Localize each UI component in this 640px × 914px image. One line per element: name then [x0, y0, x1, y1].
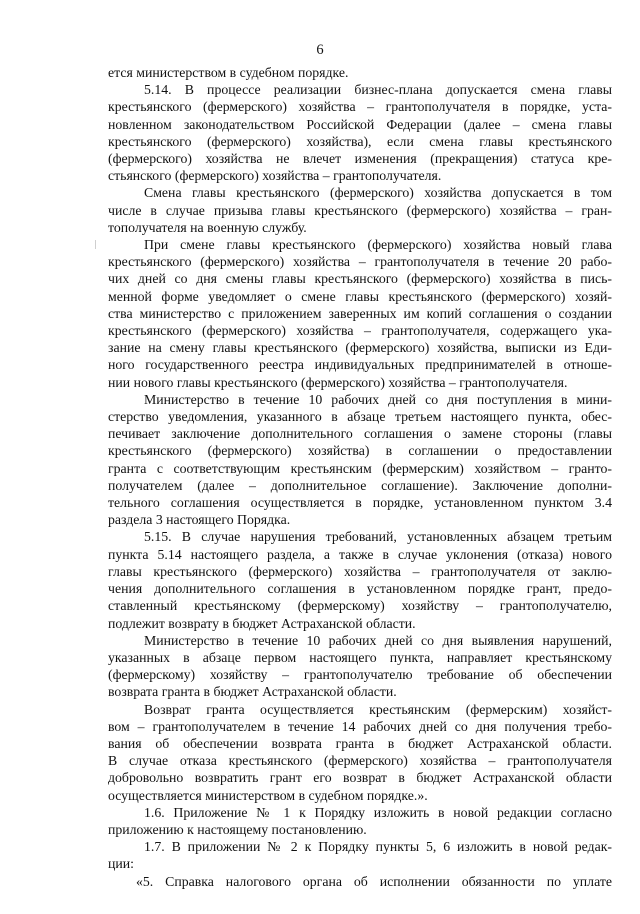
text-line: (фермерскому) хозяйству – грантополучателю требование об обеспечении: [108, 667, 612, 683]
text-line: возврата гранта в бюджет Астраханской области.: [108, 684, 397, 700]
text-line: При смене главы крестьянского (фермерского) хозяйства новый глава: [144, 237, 612, 253]
text-line: стерство уведомления, указанного в абзаце третьем настоящего пункта, обес-: [108, 409, 612, 425]
text-line: тополучателя на военную службу.: [108, 219, 307, 235]
text-line: крестьянского (фермерского) хозяйства), если смена главы крестьянского: [108, 133, 612, 149]
text-line: 1.6. Приложение № 1 к Порядку изложить в новой редакции согласно: [144, 804, 612, 820]
text-line: добровольно возвратить грант его возврат в бюджет Астраханской области: [108, 770, 612, 786]
text-line: «5. Справка налогового органа об исполнении обязанности по уплате: [136, 873, 612, 889]
text-line: 1.7. В приложении № 2 к Порядку пункты 5, 6 изложить в новой редак-: [144, 839, 612, 855]
text-line: чения дополнительного соглашения в установленном порядке грант, предо-: [108, 581, 612, 597]
text-line: вания об обеспечении возврата гранта в бюджет Астраханской области.: [108, 735, 612, 751]
text-line: крестьянского (фермерского) хозяйства – грантополучателя в порядке, уста-: [108, 99, 612, 115]
text-line: раздела 3 настоящего Порядка.: [108, 512, 291, 528]
text-line: зание на смену главы крестьянского (фермерского) хозяйства, выписки из Еди-: [108, 340, 612, 356]
text-line: гранта с соответствующим крестьянским (фермерским) хозяйством – гранто-: [108, 460, 612, 476]
text-line: 5.14. В процессе реализации бизнес-плана допускается смена главы: [144, 82, 612, 98]
page-number: 6: [316, 42, 324, 58]
text-line: ства министерство с приложением заверенных им копий соглашения о создании: [108, 305, 612, 321]
text-line: числе в случае призыва главы крестьянского (фермерского) хозяйства – гран-: [108, 202, 612, 218]
text-line: ставленный крестьянскому (фермерскому) хозяйству – грантополучателю,: [108, 598, 612, 614]
text-line: приложению к настоящему постановлению.: [108, 821, 367, 837]
text-line: В случае отказа крестьянского (фермерского) хозяйства – грантополучателя: [108, 753, 612, 769]
text-line: 5.15. В случае нарушения требований, установленных абзацем третьим: [144, 529, 612, 545]
text-line: новленном законодательством Российской Федерации (далее – смена главы: [108, 116, 612, 132]
text-line: нии нового главы крестьянского (фермерского) хозяйства – грантополучателя.: [108, 374, 568, 390]
text-line: (фермерского) хозяйства не влечет изменения (прекращения) статуса кре-: [108, 151, 612, 167]
text-line: стьянского (фермерского) хозяйства – грантополучателя.: [108, 168, 442, 184]
text-line: главы крестьянского (фермерского) хозяйства – грантополучателя от заклю-: [108, 563, 612, 579]
text-line: подлежит возврату в бюджет Астраханской области.: [108, 615, 416, 631]
text-line: Смена главы крестьянского (фермерского) хозяйства допускается в том: [144, 185, 612, 201]
text-line: крестьянского (фермерского) хозяйства – грантополучателя, содержащего ука-: [108, 323, 612, 339]
text-line: вом – грантополучателем в течение 14 рабочих дней со дня получения требо-: [108, 718, 612, 734]
text-line: менной форме уведомляет о смене главы крестьянского (фермерского) хозяй-: [108, 288, 612, 304]
scan-artifact: [95, 240, 96, 249]
text-line: крестьянского (фермерского) хозяйства – грантополучателя в течение 20 рабо-: [108, 254, 612, 270]
text-line: ного государственного реестра индивидуальных предпринимателей в отноше-: [108, 357, 612, 373]
text-line: осуществляется министерством в судебном порядке.».: [108, 787, 428, 803]
text-line: получателем (далее – дополнительное соглашение). Заключение дополни-: [108, 477, 612, 493]
text-line: Возврат гранта осуществляется крестьянским (фермерским) хозяйст-: [144, 701, 612, 717]
text-line: Министерство в течение 10 рабочих дней со дня выявления нарушений,: [144, 632, 612, 648]
text-line: пункта 5.14 настоящего раздела, а также в случае уклонения (отказа) нового: [108, 546, 612, 562]
text-line: ется министерством в судебном порядке.: [108, 65, 349, 80]
text-line: Министерство в течение 10 рабочих дней со дня поступления в мини-: [144, 391, 612, 407]
text-line: тельного соглашения осуществляется в порядке, установленном пунктом 3.4: [108, 495, 612, 511]
text-line: указанных в абзаце первом настоящего пункта, направляет крестьянскому: [108, 649, 612, 665]
text-line: печивает заключение дополнительного соглашения о замене стороны (главы: [108, 426, 612, 442]
text-line: чих дней со дня смены главы крестьянского (фермерского) хозяйства в пись-: [108, 271, 612, 287]
text-line: крестьянского (фермерского) хозяйства) в соглашении о предоставлении: [108, 443, 612, 459]
text-line: ции:: [108, 856, 134, 872]
document-body: [108, 64, 612, 890]
